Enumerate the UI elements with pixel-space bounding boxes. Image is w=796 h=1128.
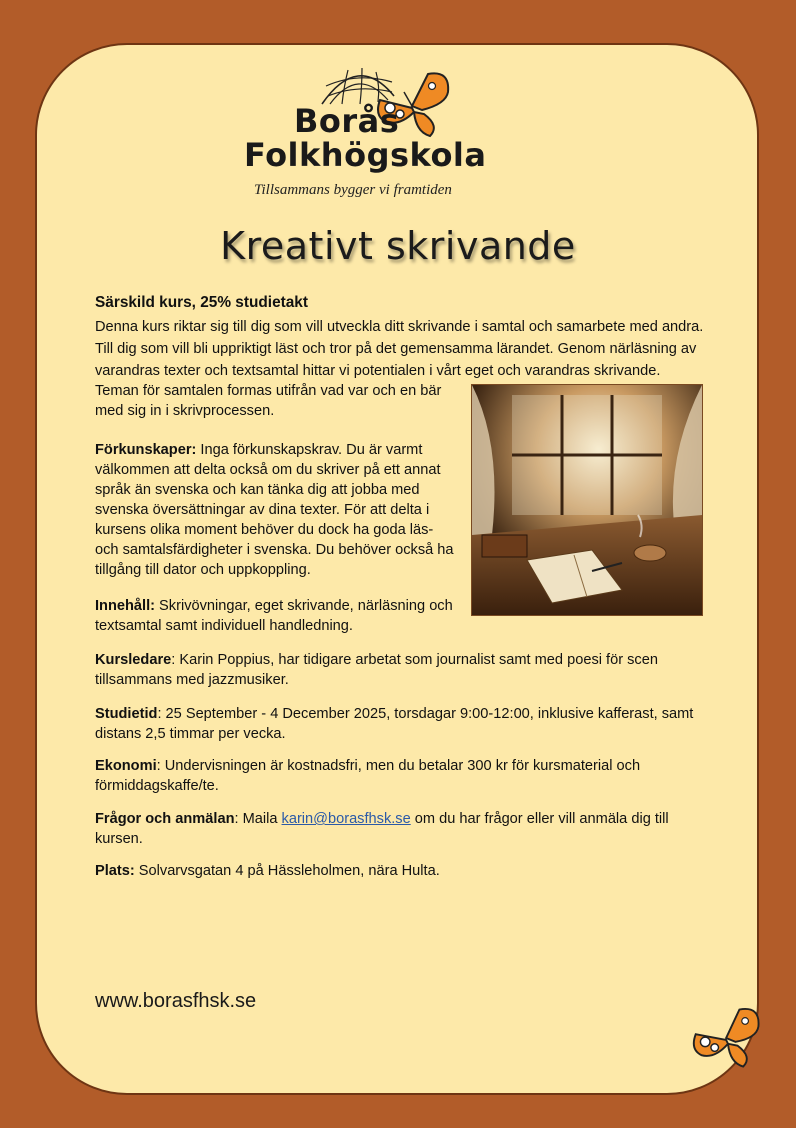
logo-tagline: Tillsammans bygger vi framtiden <box>254 182 452 198</box>
butterfly-icon <box>690 1004 766 1074</box>
school-logo <box>244 66 487 206</box>
prerequisites-paragraph: Förkunskaper: Inga förkunskapskrav. Du är varmt välkommen att delta också om du skriver på ett annat språk än svenska och kan tänka dig att jobba med svenska översättningar av dina texter. För att delta i kursens olika moment behöver du dock ha goda läs- och samtalsfärdigheter i svenska. Du behöver också ha tillgång till dator och uppkoppling. <box>95 442 454 578</box>
leader-paragraph: Kursledare: Karin Poppius, har tidigare arbetat som journalist samt med poesi för scen tillsammans med jazzmusiker. <box>95 652 658 688</box>
course-subheading: Särskild kurs, 25% studietakt <box>95 294 308 311</box>
study-time-paragraph: Studietid: 25 September - 4 December 2025, torsdagar 9:00-12:00, inklusive kafferast, samt distans 2,5 timmar per vecka. <box>95 706 694 742</box>
economy-paragraph: Ekonomi: Undervisningen är kostnadsfri, men du betalar 300 kr för kursmaterial och förmiddagskaffe/te. <box>95 758 641 794</box>
logo-line-1: Borås <box>294 102 400 140</box>
place-paragraph: Plats: Solvarvsgatan 4 på Hässleholmen, nära Hulta. <box>95 863 440 879</box>
page-title: Kreativt skrivande <box>220 224 576 268</box>
website-url[interactable]: www.borasfhsk.se <box>95 990 257 1012</box>
logo-line-2: Folkhögskola <box>244 136 487 174</box>
email-link[interactable]: karin@borasfhsk.se <box>281 811 411 827</box>
content-paragraph: Innehåll: Skrivövningar, eget skrivande, närläsning och textsamtal samt individuell handledning. <box>95 598 453 634</box>
writing-desk-photo <box>471 384 703 616</box>
intro-paragraph: Denna kurs riktar sig till dig som vill utveckla ditt skrivande i samtal och samarbete med andra. Till dig som vill bli uppriktigt läst och tror på det gemensamma lärandet. Genom närläsning av varandras texter och textsamtal hittar vi potentialen i vårt eget och varandras skrivande. Teman för samtalen formas utifrån vad var och en bär med sig in i skrivprocessen. <box>95 319 704 419</box>
questions-paragraph: Frågor och anmälan: Maila karin@borasfhsk.se om du har frågor eller vill anmäla dig till kursen. <box>95 811 669 847</box>
